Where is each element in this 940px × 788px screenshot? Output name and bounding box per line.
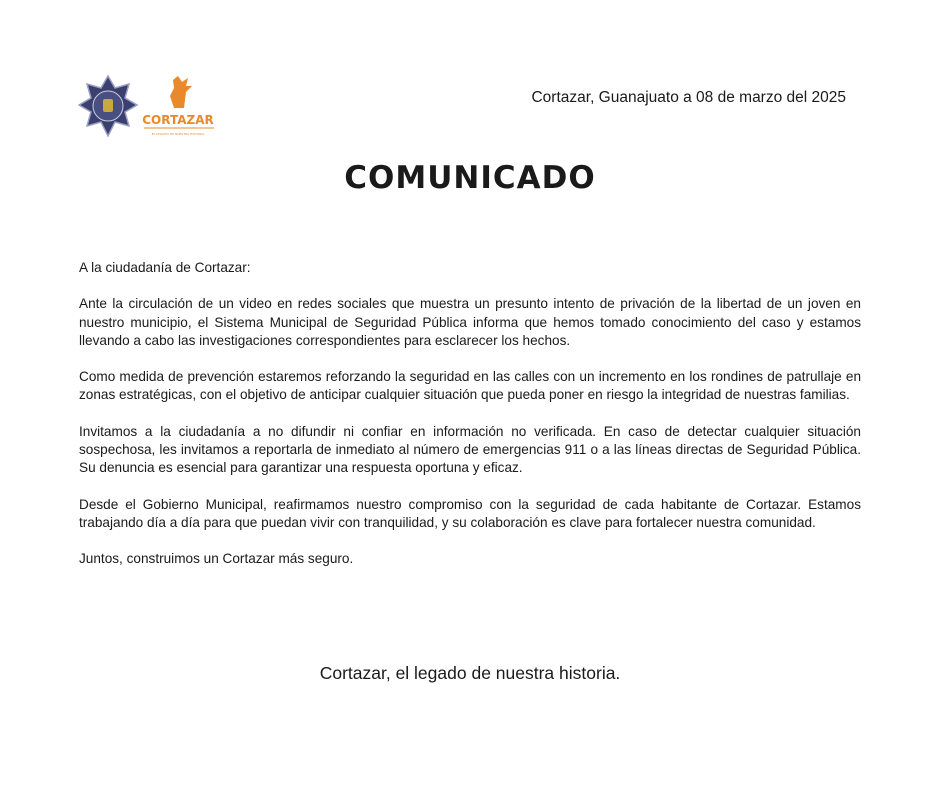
document-title: COMUNICADO: [344, 160, 596, 196]
document-body: [79, 259, 861, 587]
cortazar-logo-icon: [142, 76, 214, 136]
paragraph: Desde el Gobierno Municipal, reafirmamos nuestro compromiso con la seguridad de cada habitante de Cortazar. Estamos trabajando día a día para que puedan vivir con tranquilidad, y su colaboración es clave para fortalecer nuestra comunidad.: [79, 496, 861, 530]
svg-text:EL LEGADO DE NUESTRA HISTORIA: EL LEGADO DE NUESTRA HISTORIA: [151, 132, 205, 136]
paragraph: Como medida de prevención estaremos reforzando la seguridad en las calles con un incremento en los rondines de patrullaje en zonas estratégicas, con el objetivo de anticipar cualquier situación que pueda poner en riesgo la integridad de nuestras familias.: [79, 369, 861, 403]
paragraph: Ante la circulación de un video en redes sociales que muestra un presunto intento de privación de la libertad de un joven en nuestro municipio, el Sistema Municipal de Seguridad Pública informa que hemos tomado conocimiento del caso y estamos llevando a cabo las investigaciones correspondientes para esclarecer los hechos.: [79, 296, 861, 348]
footer-slogan: Cortazar, el legado de nuestra historia.: [319, 663, 621, 683]
police-badge-icon: [79, 76, 137, 136]
greeting: A la ciudadanía de Cortazar:: [79, 260, 251, 275]
svg-text:CORTAZAR: CORTAZAR: [142, 113, 214, 127]
date-line: Cortazar, Guanajuato a 08 de marzo del 2025: [531, 89, 846, 106]
paragraph: Invitamos a la ciudadanía a no difundir ni confiar en información no verificada. En caso de detectar cualquier situación sospechosa, les invitamos a reportarla de inmediato al número de emergencias 911 o a las líneas directas de Seguridad Pública. Su denuncia es esencial para garantizar una respuesta oportuna y eficaz.: [79, 423, 861, 476]
header-logos: [78, 74, 223, 144]
logos-graphic: [78, 74, 223, 144]
closing: Juntos, construimos un Cortazar más seguro.: [79, 551, 354, 567]
